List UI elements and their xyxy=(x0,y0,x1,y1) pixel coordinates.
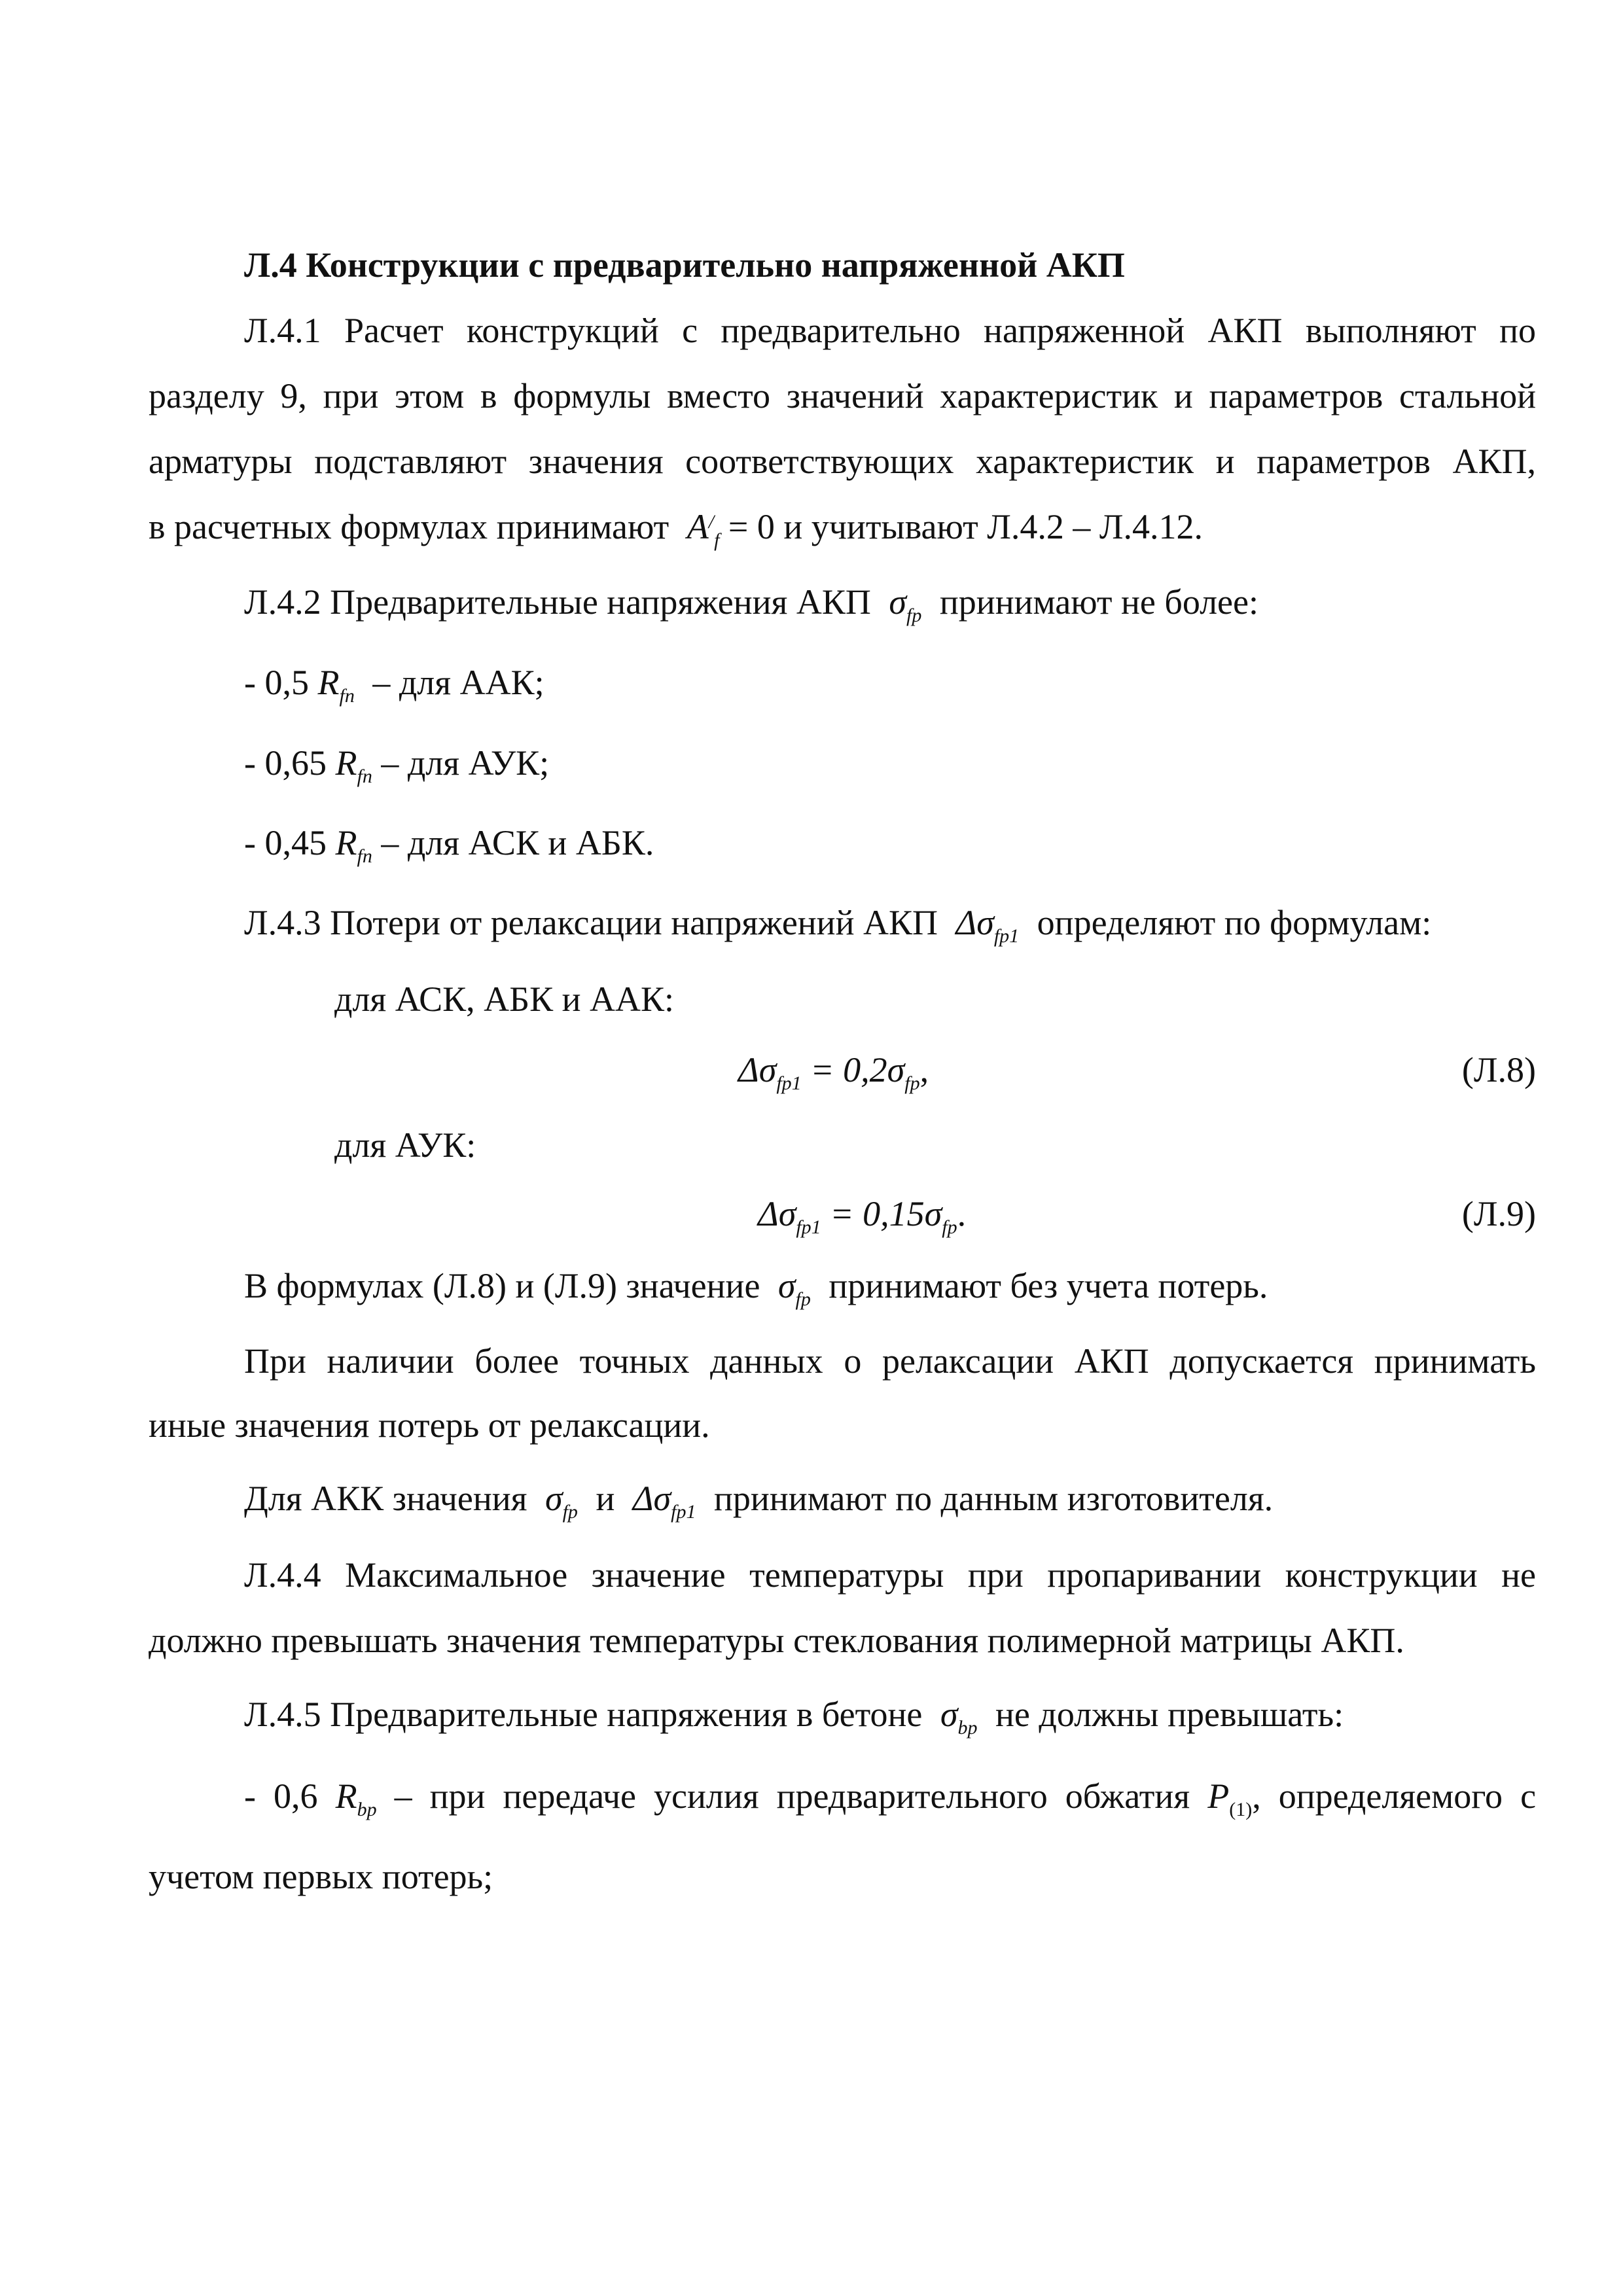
subscript-fn: fn xyxy=(357,845,372,867)
subscript-fp: fp xyxy=(904,1072,920,1094)
case-label-ask-abk-aak: для АСК, АБК и ААК: xyxy=(334,980,675,1019)
equation-number-l9: (Л.9) xyxy=(1461,1194,1536,1233)
delta-sigma-symbol: Δσ xyxy=(955,903,994,942)
equation-punct: . xyxy=(957,1194,967,1233)
para-l41-line3: арматуры подставляют значения соответствующих характеристик и параметров АКП, xyxy=(149,442,1536,481)
symbol-r: R xyxy=(335,743,357,783)
delta-sigma-symbol: Δσ xyxy=(632,1479,671,1518)
case-label-auk: для АУК: xyxy=(334,1125,476,1165)
equation-rhs: = 0,15σ xyxy=(830,1194,942,1233)
list-item-text: – для ААК; xyxy=(372,663,544,702)
sigma-symbol: σ xyxy=(544,1479,563,1518)
para-l41-text-a: в расчетных формулах принимают xyxy=(149,507,669,546)
para-akk-text-a: Для АКК значения xyxy=(244,1479,527,1518)
subscript-fp: fp xyxy=(906,605,922,626)
para-note-text-b: принимают без учета потерь. xyxy=(829,1266,1268,1305)
para-l41-line1: Л.4.1 Расчет конструкций с предварительно напряженной АКП выполняют по xyxy=(244,311,1536,350)
subscript-fp: fp xyxy=(795,1288,811,1310)
para-l43-text-a: Л.4.3 Потери от релаксации напряжений АКП xyxy=(244,903,938,942)
para-l45 xyxy=(244,1688,1344,1740)
list-item-coef: - 0,6 xyxy=(244,1776,318,1816)
list-item-coef: - 0,45 xyxy=(244,823,327,862)
para-l42-text-a: Л.4.2 Предварительные напряжения АКП xyxy=(244,582,871,622)
subscript-f: f xyxy=(714,529,720,551)
delta-sigma-symbol: Δσ xyxy=(738,1050,777,1089)
subscript-fp1: fp1 xyxy=(993,925,1020,947)
subscript-bp: bp xyxy=(957,1717,978,1739)
para-l45-text-b: не должны превышать: xyxy=(995,1695,1344,1734)
formula-delta-sigma-fp1 xyxy=(955,903,1020,947)
equation-number-l8: (Л.8) xyxy=(1461,1050,1536,1089)
sigma-symbol: σ xyxy=(940,1695,958,1734)
para-l43 xyxy=(244,896,1431,949)
symbol-r: R xyxy=(317,663,340,702)
symbol-r: R xyxy=(335,1776,357,1816)
section-heading: Л.4 Конструкции с предварительно напряженной АКП xyxy=(244,245,1125,285)
para-relaxation-line2: иные значения потерь от релаксации. xyxy=(149,1405,710,1445)
equation-l8 xyxy=(738,1044,929,1096)
list-item-text: – для АСК и АБК. xyxy=(381,823,654,862)
subscript-fp: fp xyxy=(562,1501,578,1523)
list-item-06-rbp-line1 xyxy=(244,1770,1536,1822)
prime-mark: / xyxy=(708,511,715,533)
symbol-p: P xyxy=(1207,1776,1230,1816)
subscript-1: (1) xyxy=(1229,1799,1253,1820)
para-l42 xyxy=(244,576,1258,628)
para-relaxation-line1: При наличии более точных данных о релаксации АКП допускается принимать xyxy=(244,1341,1536,1381)
para-l42-text-b: принимают не более: xyxy=(939,582,1258,622)
para-l41-line2: разделу 9, при этом в формулы вместо значений характеристик и параметров стальной xyxy=(149,376,1536,415)
list-item-aak xyxy=(244,656,544,709)
subscript-fn: fn xyxy=(339,685,355,707)
sigma-symbol: σ xyxy=(777,1266,796,1305)
subscript-bp: bp xyxy=(357,1799,377,1820)
formula-af xyxy=(687,507,720,551)
subscript-fp1: fp1 xyxy=(776,1072,802,1094)
list-item-06-rbp-line2: учетом первых потерь; xyxy=(149,1857,493,1896)
equation-rhs: = 0,2σ xyxy=(810,1050,905,1089)
symbol-a: A xyxy=(687,507,709,546)
subscript-fp1: fp1 xyxy=(796,1216,821,1238)
subscript-fn: fn xyxy=(357,766,372,787)
para-l41-line4 xyxy=(149,501,1203,553)
para-akk-text-b: принимают по данным изготовителя. xyxy=(714,1479,1274,1518)
subscript-fp1: fp1 xyxy=(671,1501,696,1523)
equation-punct: , xyxy=(919,1050,929,1089)
list-item-text: – для АУК; xyxy=(381,743,550,783)
para-akk xyxy=(244,1472,1273,1525)
list-item-text-b: , определяемого с xyxy=(1252,1776,1537,1816)
list-item-coef: - 0,65 xyxy=(244,743,327,783)
para-l44-line1: Л.4.4 Максимальное значение температуры при пропаривании конструкции не xyxy=(244,1555,1536,1595)
formula-sigma-fp xyxy=(889,582,922,626)
para-l45-text-a: Л.4.5 Предварительные напряжения в бетоне xyxy=(244,1695,923,1734)
symbol-r: R xyxy=(335,823,357,862)
list-item-coef: - 0,5 xyxy=(244,663,309,702)
para-l41-text-b: = 0 и учитывают Л.4.2 – Л.4.12. xyxy=(728,507,1203,546)
list-item-auk xyxy=(244,737,549,789)
para-l43-text-b: определяют по формулам: xyxy=(1037,903,1432,942)
sigma-symbol: σ xyxy=(889,582,907,622)
para-formulas-note xyxy=(244,1260,1268,1312)
list-item-ask-abk xyxy=(244,817,654,869)
para-note-text-a: В формулах (Л.8) и (Л.9) значение xyxy=(244,1266,760,1305)
conjunction: и xyxy=(596,1479,615,1518)
delta-sigma-symbol: Δσ xyxy=(758,1194,796,1233)
equation-l9 xyxy=(758,1188,966,1240)
list-item-text-a: – при передаче усилия предварительного обжатия xyxy=(394,1776,1190,1816)
subscript-fp: fp xyxy=(942,1216,957,1238)
para-l44-line2: должно превышать значения температуры стеклования полимерной матрицы АКП. xyxy=(149,1621,1404,1660)
